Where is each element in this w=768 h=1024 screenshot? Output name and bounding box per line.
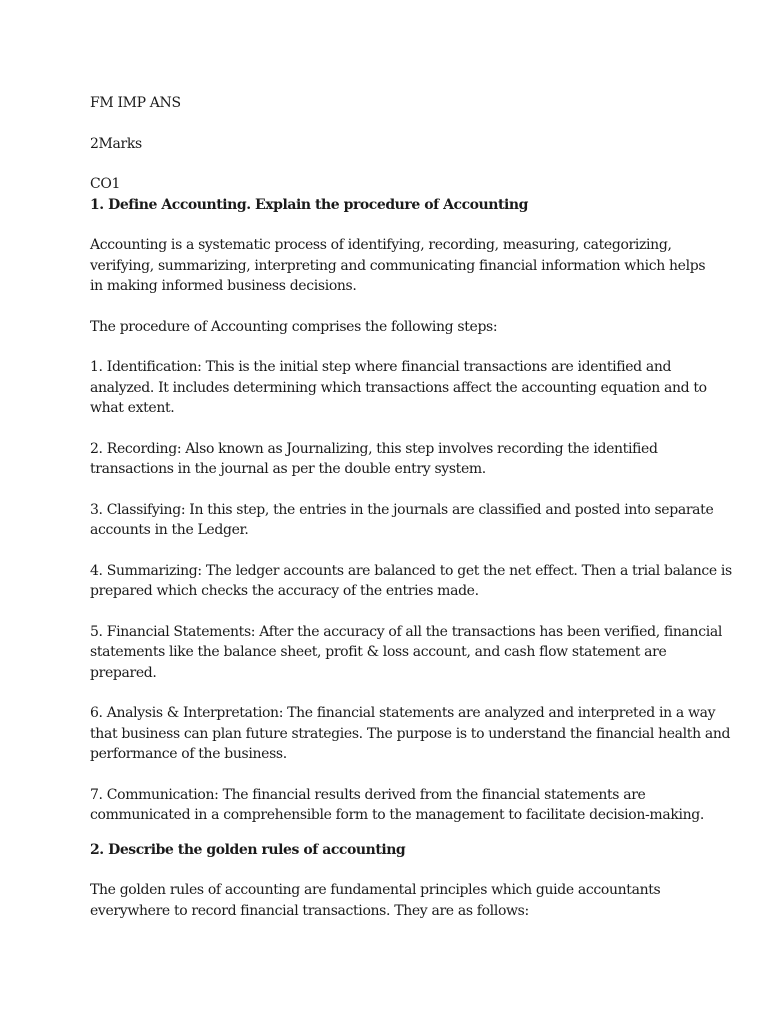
paragraph-line: statements like the balance sheet, profit & loss account, and cash flow statement are	[90, 644, 667, 660]
paragraph-line: 7. Communication: The financial results derived from the financial statements are	[90, 786, 646, 803]
paragraph-line: what extent.	[90, 400, 175, 416]
paragraph-line: communicated in a comprehensible form to the management to facilitate decision-making.	[90, 807, 704, 823]
accounting-definition	[90, 235, 706, 297]
paragraph-line: 3. Classifying: In this step, the entries in the journals are classified and posted into separate	[90, 501, 714, 518]
paragraph-line: accounts in the Ledger.	[90, 522, 249, 538]
paragraph-line: 1. Identification: This is the initial step where financial transactions are identified and	[90, 359, 672, 375]
step-recording	[90, 439, 690, 480]
paragraph-line: verifying, summarizing, interpreting and communicating financial information which helps	[90, 257, 706, 274]
step-classifying	[90, 500, 714, 541]
question-2-heading: 2. Describe the golden rules of accounting	[90, 841, 406, 858]
paragraph-line: The golden rules of accounting are fundamental principles which guide accountants	[90, 882, 661, 898]
step-financial-statements	[90, 622, 722, 684]
marks-heading: 2Marks	[90, 135, 142, 152]
paragraph-line: in making informed business decisions.	[90, 278, 357, 294]
procedure-intro	[90, 317, 690, 338]
paragraph-line: performance of the business.	[90, 746, 287, 762]
document-title: FM IMP ANS	[90, 95, 181, 111]
paragraph-line: prepared.	[90, 664, 157, 681]
paragraph-line: analyzed. It includes determining which transactions affect the accounting equation and to	[90, 379, 707, 396]
paragraph-line: 6. Analysis & Interpretation: The financial statements are analyzed and interpreted in a way	[90, 705, 716, 721]
paragraph-line: Accounting is a systematic process of identifying, recording, measuring, categorizing,	[90, 237, 672, 253]
paragraph-line: 2. Recording: Also known as Journalizing, this step involves recording the identified	[90, 440, 658, 457]
question-1-heading: 1. Define Accounting. Explain the procedure of Accounting	[90, 196, 528, 213]
step-analysis-interpretation	[90, 703, 731, 765]
step-summarizing	[90, 561, 732, 602]
paragraph-line: 5. Financial Statements: After the accuracy of all the transactions has been verified, financial	[90, 623, 722, 640]
paragraph-line: that business can plan future strategies. The purpose is to understand the financial health and	[90, 725, 731, 742]
paragraph-line: The procedure of Accounting comprises the following steps:	[90, 318, 498, 335]
course-outcome-label: CO1	[90, 176, 121, 192]
paragraph-line: transactions in the journal as per the double entry system.	[90, 461, 486, 477]
paragraph-line: everywhere to record financial transactions. They are as follows:	[90, 902, 529, 919]
document-page	[90, 93, 732, 941]
paragraph-line: 4. Summarizing: The ledger accounts are balanced to get the net effect. Then a trial balance is	[90, 562, 732, 579]
step-communication	[90, 785, 704, 826]
step-identification	[90, 357, 707, 419]
golden-rules-intro	[90, 880, 690, 921]
paragraph-line: prepared which checks the accuracy of the entries made.	[90, 583, 479, 599]
